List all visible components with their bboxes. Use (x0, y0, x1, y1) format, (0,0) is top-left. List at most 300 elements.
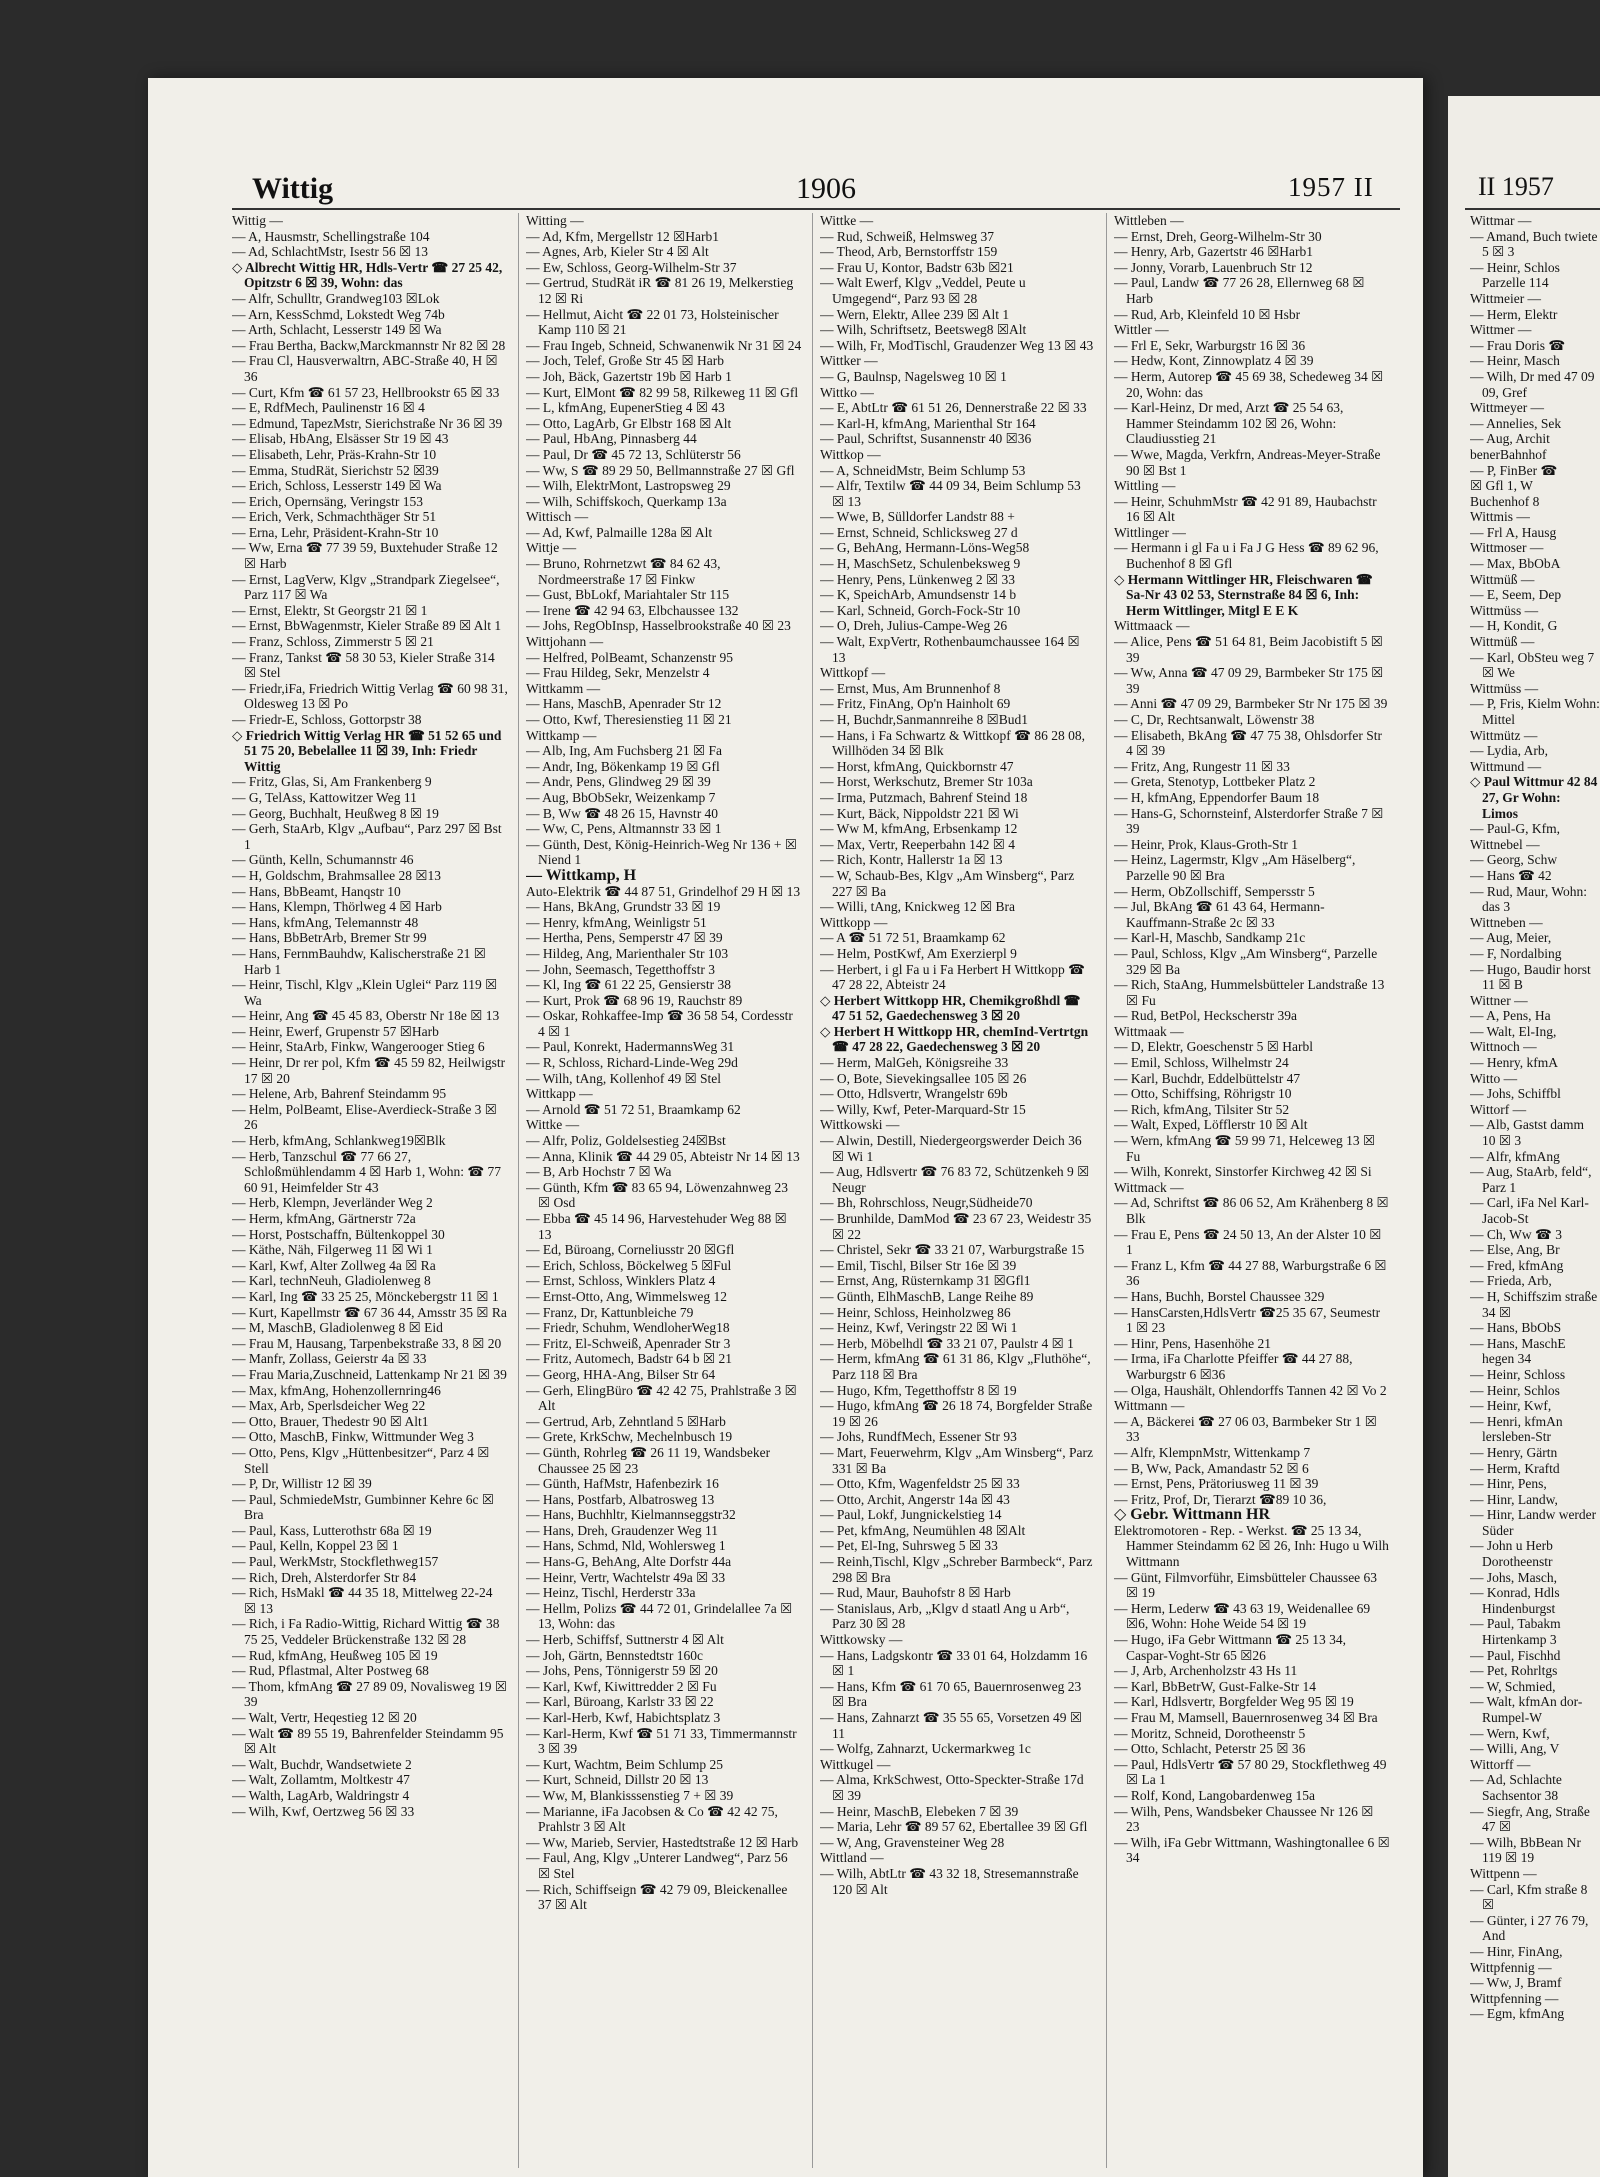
directory-entry: — Emil, Schloss, Wilhelmstr 24 (1114, 1055, 1289, 1071)
directory-entry: — G, BehAng, Hermann-Löns-Weg58 (820, 540, 1030, 556)
directory-entry: — Pet, Rohrltgs (1470, 1663, 1558, 1679)
directory-entry: — Anni ☎ 47 09 29, Barmbeker Str Nr 175 ☒ 39 (1114, 696, 1388, 712)
directory-entry: — Herb, kfmAng, Schlankweg19☒Blk (232, 1133, 446, 1149)
directory-entry: — Oskar, Rohkaffee-Imp ☎ 36 58 54, Cordesstr 4 ☒ 1 (526, 1008, 793, 1039)
directory-entry: — Georg, Schw (1470, 852, 1558, 868)
directory-entry: — Hans, FernmBauhdw, Kalischerstraße 21 ☒ Harb 1 (232, 945, 486, 977)
directory-entry: — Olga, Haushält, Ohlendorffs Tannen 42 ☒ Vo 2 (1114, 1382, 1387, 1398)
directory-entry: — Johs, RegObInsp, Hasselbrookstraße 40 ☒ 23 (526, 618, 791, 634)
directory-entry: — Franz, Schloss, Zimmerstr 5 ☒ 21 (232, 634, 434, 650)
directory-entry: — Thom, kfmAng ☎ 27 89 09, Novalisweg 19 ☒ 39 (232, 1678, 508, 1710)
directory-entry: — Hans, MaschE hegen 34 (1470, 1335, 1566, 1367)
directory-entry: — Johs, Schiffbl (1470, 1086, 1561, 1102)
directory-entry: — Karl-H, kfmAng, Marienthal Str 164 (820, 415, 1036, 431)
directory-entry: — Rich, i Fa Radio-Wittig, Richard Wittig ☎ 38 75 25, Veddeler Brückenstraße 132 ☒ 28 (232, 1616, 500, 1648)
directory-entry: Wittker — (820, 353, 878, 369)
directory-entry: — Irma, Putzmach, Bahrenf Steind 18 (820, 789, 1028, 805)
directory-entry: — Rud, kfmAng, Heußweg 105 ☒ 19 (232, 1647, 438, 1663)
directory-entry: — Helfred, PolBeamt, Schanzenstr 95 (526, 649, 733, 665)
directory-entry: — Karl-Herb, Kwf, Habichtsplatz 3 (526, 1710, 721, 1725)
directory-entry: — Stanislaus, Arb, „Klgv d staatl Ang u Arb“, Parz 30 ☒ 28 (820, 1600, 1070, 1632)
directory-entry: — Walt, Vertr, Heqestieg 12 ☒ 20 (232, 1710, 417, 1725)
directory-entry: — Rud, BetPol, Heckscherstr 39a (1114, 1008, 1297, 1024)
directory-entry: Wittkamp — (526, 727, 597, 743)
directory-entry: Wittmüss — (1470, 602, 1539, 618)
directory-entry: — Friedr, Schuhm, WendloherWeg18 (526, 1320, 730, 1336)
directory-entry: — Horst, Postschaffn, Bültenkoppel 30 (232, 1226, 445, 1242)
directory-entry: — Heinr, Tischl, Klgv „Klein Uglei“ Parz 119 ☒ Wa (232, 977, 498, 1008)
directory-entry: — Herm, kfmAng, Gärtnerstr 72a (232, 1211, 416, 1226)
directory-entry: — Erich, Verk, Schmachthäger Str 51 (232, 509, 437, 525)
directory-entry: — Hans, MaschB, Apenrader Str 12 (526, 696, 722, 712)
directory-entry: — Karl, Buchdr, Eddelbüttelstr 47 (1114, 1070, 1301, 1086)
directory-entry: — Hans, BbBetrArb, Bremer Str 99 (232, 930, 427, 946)
directory-entry: — Karl, Kwf, Alter Zollweg 4a ☒ Ra (232, 1257, 436, 1273)
directory-entry: Wittmütz — (1470, 727, 1538, 743)
directory-entry: — Hellmut, Aicht ☎ 22 01 73, Holsteinischer Kamp 110 ☒ 21 (526, 306, 779, 338)
directory-entry: — Hinr, Pens, Hasenhöhe 21 (1114, 1335, 1271, 1351)
directory-entry: — Paul, Schriftst, Susannenstr 40 ☒36 (820, 431, 1032, 447)
directory-entry: — Fritz, El-Schweiß, Apenrader Str 3 (526, 1335, 731, 1351)
directory-entry: — Kurt, Schneid, Dillstr 20 ☒ 13 (526, 1772, 709, 1788)
directory-entry: — Max, kfmAng, Hohenzollernring46 (232, 1382, 441, 1398)
directory-entry: — Karl-Herm, Kwf ☎ 51 71 33, Timmermannstr 3 ☒ 39 (526, 1725, 797, 1757)
directory-entry: — Else, Ang, Br (1470, 1242, 1560, 1258)
directory-entry: — Aug, Meier, (1470, 930, 1552, 946)
directory-entry: — Frau Cl, Hausverwaltrn, ABC-Straße 40, H ☒ 36 (232, 353, 498, 384)
directory-entry: — Erna, Lehr, Präsident-Krahn-Str 10 (232, 524, 439, 540)
directory-entry: Wittkopf — (820, 665, 886, 681)
directory-entry: — Egm, kfmAng (1470, 2006, 1565, 2022)
directory-entry: — Friedr,iFa, Friedrich Wittig Verlag ☎ 60 98 31, Oldesweg 13 ☒ Po (232, 680, 508, 712)
directory-entry: Wittisch — (526, 509, 589, 525)
directory-entry: — Kurt, Kapellmstr ☎ 67 36 44, Amsstr 35 ☒ Ra (232, 1304, 507, 1320)
directory-entry: ◇ Herbert Wittkopp HR, Chemikgroßhdl ☎ 47 51 52, Gaedechensweg 3 ☒ 20 (820, 992, 1081, 1024)
directory-entry: Wittleben — (1114, 213, 1184, 228)
directory-entry: — Konrad, Hdls Hindenburgst (1470, 1585, 1560, 1616)
directory-entry: — Paul, Landw ☎ 77 26 28, Ellernweg 68 ☒ Harb (1114, 275, 1365, 306)
directory-entry: — Hugo, iFa Gebr Wittmann ☎ 25 13 34, Caspar-Voght-Str 65 ☒26 (1114, 1632, 1347, 1663)
directory-entry: — Helene, Arb, Bahrenf Steindamm 95 (232, 1086, 447, 1102)
directory-entry: Wittmüß — (1470, 634, 1535, 650)
directory-entry: — Ew, Schloss, Georg-Wilhelm-Str 37 (526, 259, 737, 275)
directory-entry: — Walt Ewerf, Klgv „Veddel, Peute u Umgegend“, Parz 93 ☒ 28 (820, 275, 1026, 306)
directory-entry: — Karl, Schneid, Gorch-Fock-Str 10 (820, 602, 1021, 618)
directory-entry: — Ernst, Schloss, Winklers Platz 4 (526, 1273, 716, 1289)
directory-entry: Wittke — (526, 1117, 580, 1133)
directory-entry: — Hans, Postfarb, Albatrosweg 13 (526, 1491, 715, 1507)
directory-entry: — Wilh, AbtLtr ☎ 43 32 18, Stresemannstraße 120 ☒ Alt (820, 1865, 1079, 1897)
directory-entry: — Alma, KrkSchwest, Otto-Speckter-Straße 17d ☒ 39 (820, 1772, 1084, 1803)
directory-entry: Wittmaack — (1114, 618, 1190, 634)
directory-entry: — Herm, Elektr (1470, 306, 1558, 322)
directory-entry: — Ebba ☎ 45 14 96, Harvestehuder Weg 88 ☒ 13 (526, 1211, 787, 1242)
directory-entry: — Wilh, BbBean Nr 119 ☒ 19 (1470, 1834, 1581, 1866)
directory-entry: — Ad, Schlachte Sachsentor 38 (1470, 1772, 1562, 1803)
directory-entry: Wittling — (1114, 478, 1176, 494)
directory-entry: — Wilh, Fr, ModTischl, Graudenzer Weg 13 ☒ 43 (820, 337, 1094, 353)
directory-column-2 (526, 213, 802, 2168)
directory-entry: — Max, Vertr, Reeperbahn 142 ☒ 4 (820, 836, 1016, 852)
directory-entry: — Frau M, Mamsell, Bauernrosenweg 34 ☒ Bra (1114, 1710, 1378, 1725)
directory-entry: — Otto, Schiffsing, Röhrigstr 10 (1114, 1086, 1292, 1102)
directory-entry: — Henry, kfmA (1470, 1055, 1558, 1071)
directory-entry: ◇ Friedrich Wittig Verlag HR ☎ 51 52 65 und 51 75 20, Bebelallee 11 ☒ 39, Inh: Friedr Wittig (232, 727, 502, 774)
directory-entry: — Hans, Buchh, Borstel Chaussee 329 (1114, 1288, 1325, 1304)
directory-entry: — A, SchneidMstr, Beim Schlump 53 (820, 462, 1026, 478)
directory-entry: Wittmoser — (1470, 540, 1544, 556)
directory-entry: — A, Bäckerei ☎ 27 06 03, Barmbeker Str 1 ☒ 33 (1114, 1413, 1377, 1445)
directory-entry: — Günt, Filmvorführ, Eimsbütteler Chaussee 63 ☒ 19 (1114, 1569, 1378, 1601)
directory-entry: Wittland — (820, 1850, 884, 1866)
directory-entry: — Frau U, Kontor, Badstr 63b ☒21 (820, 259, 1014, 275)
directory-entry: — Ernst, LagVerw, Klgv „Strandpark Ziegelsee“, Parz 117 ☒ Wa (232, 571, 500, 603)
directory-entry: — Elisab, HbAng, Elsässer Str 19 ☒ 43 (232, 431, 449, 447)
directory-entry: — B, Ww, Pack, Amandastr 52 ☒ 6 (1114, 1460, 1309, 1476)
directory-entry: — Arth, Schlacht, Lesserstr 149 ☒ Wa (232, 322, 442, 338)
directory-entry: — Hans, Zahnarzt ☎ 35 55 65, Vorsetzen 49 ☒ 11 (820, 1710, 1082, 1741)
directory-entry: — John u Herb Dorotheenstr (1470, 1538, 1553, 1570)
directory-entry: — Wilh, Schiffskoch, Querkamp 13a (526, 493, 727, 509)
directory-entry: — Henry, Gärtn (1470, 1444, 1558, 1460)
directory-entry: — Rud, Pflastmal, Alter Postweg 68 (232, 1663, 429, 1679)
directory-entry: — Frau Doris ☎ (1470, 337, 1566, 353)
directory-entry: — Heinr, SchuhmMstr ☎ 42 91 89, Haubachstr 16 ☒ Alt (1114, 493, 1377, 525)
directory-entry: — Wilh, Schriftsetz, Beetsweg8 ☒Alt (820, 322, 1027, 338)
directory-entry: — Wilh, Dr med 47 09 09, Gref (1470, 368, 1595, 400)
directory-entry: — Heinr, Schlos Parzelle 114 (1470, 259, 1560, 291)
directory-entry: — Herm, Autorep ☎ 45 69 38, Schedeweg 34 ☒ 20, Wohn: das (1114, 368, 1384, 400)
directory-entry: — Grete, KrkSchw, Mechelnbusch 19 (526, 1429, 733, 1445)
directory-entry: — Herm, ObZollschiff, Sempersstr 5 (1114, 883, 1315, 899)
directory-entry: — Herm, MalGeh, Königsreihe 33 (820, 1055, 1009, 1071)
directory-entry: — Rich, Schiffseign ☎ 42 79 09, Bleickenallee 37 ☒ Alt (526, 1881, 788, 1913)
directory-entry: Wittkowsky — (820, 1632, 903, 1648)
directory-entry: — Heinr, MaschB, Elebeken 7 ☒ 39 (820, 1803, 1019, 1819)
directory-entry: — Horst, Werkschutz, Bremer Str 103a (820, 774, 1033, 790)
directory-entry: — Günth, Rohrleg ☎ 26 11 19, Wandsbeker Chaussee 25 ☒ 23 (526, 1444, 771, 1476)
directory-entry: — Heinr, Ewerf, Grupenstr 57 ☒Harb (232, 1023, 439, 1039)
directory-entry: — Moritz, Schneid, Dorotheenstr 5 (1114, 1725, 1306, 1741)
directory-entry: — Hans-G, Schornsteinf, Alsterdorfer Straße 7 ☒ 39 (1114, 805, 1384, 837)
directory-entry: Wittler — (1114, 322, 1169, 338)
directory-entry: Wittorf — (1470, 1101, 1527, 1117)
directory-entry: ◇ Gebr. Wittmann HR (1114, 1506, 1271, 1524)
directory-entry: — Agnes, Arb, Kieler Str 4 ☒ Alt (526, 244, 709, 260)
directory-entry: — Ernst, Elektr, St Georgstr 21 ☒ 1 (232, 602, 428, 618)
directory-entry: — Herb, Schiffsf, Suttnerstr 4 ☒ Alt (526, 1632, 724, 1648)
directory-entry: — Jul, BkAng ☎ 61 43 64, Hermann-Kauffmann-Straße 2c ☒ 33 (1114, 899, 1325, 930)
directory-entry: — Wilh, Konrekt, Sinstorfer Kirchweg 42 ☒ Si (1114, 1164, 1372, 1180)
directory-entry: — Frau Ingeb, Schneid, Schwanenwik Nr 31 ☒ 24 (526, 337, 802, 353)
directory-entry: Wittmann — (1114, 1398, 1185, 1414)
directory-entry: — Willi, Ang, V (1470, 1741, 1560, 1757)
directory-entry: ☒ Gfl 1, W (1470, 478, 1533, 494)
directory-entry: — Wittkamp, H (526, 866, 637, 884)
directory-entry: — Heinr, Prok, Klaus-Groth-Str 1 (1114, 836, 1298, 852)
directory-entry: Wittko — (820, 384, 874, 400)
directory-entry: Wittkapp — (526, 1086, 593, 1102)
directory-entry: — Wern, Elektr, Allee 239 ☒ Alt 1 (820, 306, 1010, 322)
directory-entry: — Ernst, Schneid, Schlicksweg 27 d (820, 524, 1018, 540)
directory-entry: Wittje — (526, 540, 577, 556)
directory-entry: — Ernst, Mus, Am Brunnenhof 8 (820, 680, 1001, 696)
directory-entry: — Friedr-E, Schloss, Gottorpstr 38 (232, 712, 422, 727)
directory-entry: Wittlinger — (1114, 524, 1186, 540)
directory-entry: — Hertha, Pens, Semperstr 47 ☒ 39 (526, 930, 723, 946)
column-divider (1106, 213, 1107, 2168)
directory-entry: — Hans, Dreh, Graudenzer Weg 11 (526, 1522, 718, 1538)
directory-entry: — Ww, M, Blankisssenstieg 7 + ☒ 39 (526, 1787, 734, 1803)
directory-entry: — Andr, Pens, Glindweg 29 ☒ 39 (526, 774, 711, 790)
directory-entry: — Karl, Ing ☎ 33 25 25, Mönckebergstr 11 ☒ 1 (232, 1288, 499, 1304)
directory-entry: — Walt, Exped, Löfflerstr 10 ☒ Alt (1114, 1117, 1308, 1133)
directory-entry: — Wilh, ElektrMont, Lastropsweg 29 (526, 478, 731, 494)
directory-entry: — Wern, Kwf, (1470, 1725, 1550, 1741)
directory-entry: — Frau Maria,Zuschneid, Lattenkamp Nr 21 ☒ 39 (232, 1366, 507, 1382)
directory-entry: — Aug, StaArb, feld“, Parz 1 (1470, 1164, 1592, 1195)
directory-entry: — H, Goldschm, Brahmsallee 28 ☒13 (232, 867, 441, 883)
directory-entry: — Ad, Kfm, Mergellstr 12 ☒Harb1 (526, 228, 719, 244)
directory-entry: — Hans ☎ 42 (1470, 867, 1552, 883)
directory-entry: — Elisabeth, Lehr, Präs-Krahn-Str 10 (232, 446, 437, 462)
directory-entry: — O, Dreh, Julius-Campe-Weg 26 (820, 618, 1008, 634)
directory-entry: — Willy, Kwf, Peter-Marquard-Str 15 (820, 1101, 1026, 1117)
directory-entry: — Ernst, Pens, Prätoriusweg 11 ☒ 39 (1114, 1476, 1319, 1492)
directory-entry: — A ☎ 51 72 51, Braamkamp 62 (820, 930, 1006, 946)
directory-entry: — Elisabeth, BkAng ☎ 47 75 38, Ohlsdorfer Str 4 ☒ 39 (1114, 727, 1383, 759)
directory-entry: — Frau Bertha, Backw,Marckmannstr Nr 82 ☒ 28 (232, 337, 506, 353)
directory-entry: — E, RdfMech, Paulinenstr 16 ☒ 4 (232, 400, 425, 416)
directory-entry: — Rich, Dreh, Alsterdorfer Str 84 (232, 1569, 417, 1585)
directory-entry: — Horst, kfmAng, Quickbornstr 47 (820, 758, 1014, 774)
directory-entry: — Kurt, Prok ☎ 68 96 19, Rauchstr 89 (526, 992, 743, 1008)
directory-entry: — Hans, Buchhltr, Kielmannseggstr32 (526, 1507, 736, 1523)
directory-entry: — Max, BbObA (1470, 556, 1561, 572)
directory-entry: ◇ Albrecht Wittig HR, Hdls-Vertr ☎ 27 25 42, Opitzstr 6 ☒ 39, Wohn: das (232, 259, 503, 291)
directory-entry: — Alfr, kfmAng (1470, 1148, 1560, 1164)
directory-entry: — M, MaschB, Gladiolenweg 8 ☒ Eid (232, 1320, 443, 1336)
directory-entry: — Edmund, TapezMstr, Sierichstraße Nr 36 ☒ 39 (232, 415, 503, 431)
directory-entry: — Herb, Möbelhdl ☎ 33 21 07, Paulstr 4 ☒ 1 (820, 1335, 1074, 1351)
directory-entry: — Frau Hildeg, Sekr, Menzelstr 4 (526, 665, 710, 681)
directory-entry: — Heinr, Schloss, Heinholzweg 86 (820, 1304, 1011, 1320)
directory-entry: — Otto, Kfm, Wagenfeldstr 25 ☒ 33 (820, 1476, 1020, 1492)
directory-entry: — Hans, BbBeamt, Hanqstr 10 (232, 883, 401, 899)
directory-entry: — P, Fris, Kielm Wohn: Mittel (1470, 696, 1600, 727)
directory-entry: — Alfr, Schulltr, Grandweg103 ☒Lok (232, 290, 440, 306)
directory-entry: — Rud, Maur, Bauhofstr 8 ☒ Harb (820, 1585, 1011, 1601)
directory-entry: Buchenhof 8 (1470, 493, 1540, 509)
directory-entry: — Amand, Buch twiete 5 ☒ 3 (1470, 228, 1598, 260)
directory-entry: — Heinr, Vertr, Wachtelstr 49a ☒ 33 (526, 1569, 726, 1585)
directory-entry: — Walth, LagArb, Waldringstr 4 (232, 1787, 410, 1803)
directory-entry: — Henry, Pens, Lünkenweg 2 ☒ 33 (820, 571, 1015, 587)
directory-entry: — Hugo, Baudir horst 11 ☒ B (1470, 961, 1591, 993)
directory-entry: Elektromotoren - Rep. - Werkst. ☎ 25 13 34, Hammer Steindamm 62 ☒ 26, Inh: Hugo u Wilh Wittmann (1114, 1522, 1389, 1570)
directory-entry: — Gerh, StaArb, Klgv „Aufbau“, Parz 297 ☒ Bst 1 (232, 821, 502, 852)
directory-entry: Wittnebel — (1470, 836, 1540, 852)
directory-entry: — H, Schiffszim straße 34 ☒ (1470, 1288, 1598, 1320)
directory-entry: — Hermann i gl Fa u i Fa J G Hess ☎ 89 62 96, Buchenhof 8 ☒ Gfl (1114, 540, 1379, 572)
directory-entry: benerBahnhof (1470, 446, 1547, 462)
directory-entry: — W, Schmied, (1470, 1678, 1556, 1694)
directory-entry: — Alice, Pens ☎ 51 64 81, Beim Jacobistift 5 ☒ 39 (1114, 634, 1383, 665)
directory-entry: — Otto, Schlacht, Peterstr 25 ☒ 36 (1114, 1741, 1306, 1757)
directory-entry: — Greta, Stenotyp, Lottbeker Platz 2 (1114, 774, 1316, 790)
directory-entry: — Ww M, kfmAng, Erbsenkamp 12 (820, 821, 1018, 837)
next-page-header-rule (1465, 208, 1600, 210)
directory-entry: — Manfr, Zollass, Geierstr 4a ☒ 33 (232, 1351, 427, 1367)
directory-column-4 (1114, 213, 1390, 2168)
directory-entry: — J, Arb, Archenholzstr 43 Hs 11 (1114, 1663, 1298, 1679)
directory-entry: — Heinr, Masch (1470, 353, 1560, 369)
directory-entry: Wittmüß — (1470, 571, 1535, 587)
directory-entry: Wittorff — (1470, 1756, 1531, 1772)
directory-entry: — Hans, BbObS (1470, 1320, 1562, 1336)
directory-entry: — Ww, S ☎ 89 29 50, Bellmannstraße 27 ☒ Gfl (526, 462, 795, 478)
directory-entry: — Karl, technNeuh, Gladiolenweg 8 (232, 1273, 431, 1289)
directory-entry: — C, Dr, Rechtsanwalt, Löwenstr 38 (1114, 712, 1315, 727)
directory-entry: — Franz L, Kfm ☎ 44 27 88, Warburgstraße 6 ☒ 36 (1114, 1257, 1387, 1289)
directory-entry: — Ch, Ww ☎ 3 (1470, 1226, 1562, 1242)
page-header-title: Wittig (252, 172, 334, 205)
directory-entry: — Walt ☎ 89 55 19, Bahrenfelder Steindamm 95 ☒ Alt (232, 1725, 504, 1757)
directory-entry: — Walt, Buchdr, Wandsetwiete 2 (232, 1756, 412, 1772)
directory-entry: — Fritz, Automech, Badstr 64 b ☒ 21 (526, 1351, 732, 1367)
directory-column-3 (820, 213, 1096, 2168)
directory-entry: — Karl, Hdlsvertr, Borgfelder Weg 95 ☒ 19 (1114, 1694, 1354, 1710)
directory-entry: Witting — (526, 213, 584, 228)
directory-entry: — Paul, Dr ☎ 45 72 13, Schlüterstr 56 (526, 446, 741, 462)
directory-entry: — Max, Arb, Sperlsdeicher Weg 22 (232, 1398, 426, 1414)
directory-entry: — Hinr, Landw werder Süder (1470, 1507, 1597, 1538)
directory-entry: — Willi, tAng, Knickweg 12 ☒ Bra (820, 899, 1016, 915)
directory-entry: — Herbert, i gl Fa u i Fa Herbert H Wittkopp ☎ 47 28 22, Abteistr 24 (820, 961, 1085, 993)
directory-entry: — Heinz, Kwf, Veringstr 22 ☒ Wi 1 (820, 1320, 1018, 1336)
directory-entry: — Ww, J, Bramf (1470, 1975, 1562, 1991)
directory-entry: — Wwe, Magda, Verkfrn, Andreas-Meyer-Straße 90 ☒ Bst 1 (1114, 446, 1381, 478)
directory-entry: — Wern, kfmAng ☎ 59 99 71, Helceweg 13 ☒ Fu (1114, 1133, 1376, 1164)
directory-entry: — Andr, Ing, Bökenkamp 19 ☒ Gfl (526, 758, 720, 774)
page-header-right: 1957 II (1288, 172, 1374, 202)
directory-entry: — Karl-Heinz, Dr med, Arzt ☎ 25 54 63, Hammer Steindamm 102 ☒ 26, Wohn: Claudiusstieg 21 (1114, 400, 1344, 447)
directory-entry: Wittke — (820, 213, 874, 228)
directory-entry: — Gertrud, StudRät iR ☎ 81 26 19, Melkerstieg 12 ☒ Ri (526, 275, 794, 306)
directory-entry: — Maria, Lehr ☎ 89 57 62, Ebertallee 39 ☒ Gfl (820, 1819, 1088, 1835)
directory-entry: Wittkopp — (820, 914, 888, 930)
directory-entry: — Rich, StaAng, Hummelsbütteler Landstraße 13 ☒ Fu (1114, 977, 1385, 1008)
directory-entry: — Johs, Pens, Tönnigerstr 59 ☒ 20 (526, 1663, 718, 1679)
directory-entry: — Erich, Schloss, Lesserstr 149 ☒ Wa (232, 478, 442, 494)
directory-entry: — Karl, BbBetrW, Gust-Falke-Str 14 (1114, 1678, 1316, 1694)
directory-entry: — Johs, RundfMech, Essener Str 93 (820, 1429, 1017, 1445)
directory-entry: — Aug, Hdlsvertr ☎ 76 83 72, Schützenkeh 9 ☒ Neugr (820, 1164, 1090, 1195)
directory-entry: — Emma, StudRät, Sierichstr 52 ☒39 (232, 462, 439, 478)
directory-entry: — Walt, El-Ing, (1470, 1023, 1557, 1039)
directory-entry: — Hans, Klempn, Thörlweg 4 ☒ Harb (232, 899, 442, 915)
directory-entry: — Hugo, Kfm, Tegetthoffstr 8 ☒ 19 (820, 1382, 1017, 1398)
directory-entry: — Ww, Marieb, Servier, Hastedtstraße 12 ☒ Harb (526, 1834, 799, 1850)
directory-entry: — Joch, Telef, Große Str 45 ☒ Harb (526, 353, 724, 369)
directory-entry: — R, Schloss, Richard-Linde-Weg 29d (526, 1055, 738, 1071)
directory-entry: — Otto, Kwf, Theresienstieg 11 ☒ 21 (526, 712, 732, 727)
next-page-column (1470, 213, 1600, 2168)
directory-entry: — Walt, ExpVertr, Rothenbaumchaussee 164 ☒ 13 (820, 634, 1080, 665)
directory-entry: — Ed, Büroang, Corneliusstr 20 ☒Gfl (526, 1242, 735, 1258)
directory-entry: — H, MaschSetz, Schulenbeksweg 9 (820, 556, 1021, 572)
directory-entry: Wittmeier — (1470, 290, 1542, 306)
directory-entry: Wittmund — (1470, 758, 1542, 774)
directory-entry: — Heinr, Kwf, (1470, 1398, 1552, 1414)
directory-entry: — Fritz, Ang, Rungestr 11 ☒ 33 (1114, 758, 1290, 774)
directory-entry: — John, Seemasch, Tegetthoffstr 3 (526, 961, 716, 977)
directory-entry: — Paul, SchmiedeMstr, Gumbinner Kehre 6c ☒ Bra (232, 1491, 495, 1523)
directory-entry: — Günth, Kelln, Schumannstr 46 (232, 852, 414, 868)
directory-entry: — D, Elektr, Goeschenstr 5 ☒ Harbl (1114, 1039, 1314, 1055)
directory-entry: ◇ Herbert H Wittkopp HR, chemInd-Vertrtgn ☎ 47 28 22, Gaedechensweg 3 ☒ 20 (820, 1023, 1089, 1055)
directory-entry: — G, Baulnsp, Nagelsweg 10 ☒ 1 (820, 368, 1007, 384)
directory-entry: — Henri, kfmAn lersleben-Str (1470, 1413, 1563, 1445)
directory-entry: Wittmis — (1470, 509, 1530, 525)
directory-entry: — Franz, Dr, Kattunbleiche 79 (526, 1304, 694, 1320)
directory-entry: Wittkop — (820, 446, 881, 462)
directory-entry: — Irma, iFa Charlotte Pfeiffer ☎ 44 27 88, Warburgstr 6 ☒36 (1114, 1351, 1353, 1382)
directory-entry: — P, FinBer ☎ (1470, 462, 1558, 478)
directory-entry: — Heinr, Schlos (1470, 1382, 1560, 1398)
directory-entry: ◇ Paul Wittmur 42 84 27, Gr Wohn: Limos (1470, 774, 1598, 821)
directory-entry: — Karl, Kwf, Kiwittredder 2 ☒ Fu (526, 1678, 717, 1694)
directory-entry: — Paul, HbAng, Pinnasberg 44 (526, 431, 697, 447)
directory-entry: — Rich, Kontr, Hallerstr 1a ☒ 13 (820, 852, 1003, 868)
directory-entry: — Fred, kfmAng (1470, 1257, 1564, 1273)
directory-entry: — Theod, Arb, Bernstorffstr 159 (820, 244, 998, 260)
directory-entry: — K, SpeichArb, Amundsenstr 14 b (820, 587, 1017, 603)
directory-entry: — Ernst, Dreh, Georg-Wilhelm-Str 30 (1114, 228, 1322, 244)
directory-entry: — Marianne, iFa Jacobsen & Co ☎ 42 42 75, Prahlstr 3 ☒ Alt (526, 1803, 778, 1835)
directory-entry: — Helm, PostKwf, Am Exerzierpl 9 (820, 945, 1017, 961)
directory-entry: — Paul, Kass, Lutterothstr 68a ☒ 19 (232, 1522, 432, 1538)
directory-entry: Auto-Elektrik ☎ 44 87 51, Grindelhof 29 H ☒ 13 (526, 883, 801, 899)
directory-entry: Wittjohann — (526, 634, 604, 650)
directory-entry: — Otto, LagArb, Gr Elbstr 168 ☒ Alt (526, 415, 732, 431)
directory-entry: Wittner — (1470, 992, 1528, 1008)
directory-entry: — Annelies, Sek (1470, 415, 1562, 431)
directory-entry: — Frau M, Hausang, Tarpenbekstraße 33, 8 ☒ 20 (232, 1335, 502, 1351)
directory-entry: — Alfr, Poliz, Goldelsestieg 24☒Bst (526, 1133, 726, 1149)
directory-entry: — Hans, i Fa Schwartz & Wittkopf ☎ 86 28 08, Willhöden 34 ☒ Blk (820, 727, 1085, 759)
directory-entry: — Bh, Rohrschloss, Neugr,Südheide70 (820, 1195, 1033, 1211)
directory-entry: — Aug, BbObSekr, Weizenkamp 7 (526, 789, 716, 805)
directory-entry: — Johs, Masch, (1470, 1569, 1557, 1585)
directory-entry: — Carl, Kfm straße 8 ☒ (1470, 1881, 1588, 1913)
directory-entry: — Hugo, kfmAng ☎ 26 18 74, Borgfelder Straße 19 ☒ 26 (820, 1398, 1093, 1429)
directory-entry: — Otto, Hdlsvertr, Wrangelstr 69b (820, 1086, 1008, 1102)
directory-entry: — Rud, Schweiß, Helmsweg 37 (820, 228, 994, 244)
directory-entry: — Otto, Archit, Angerstr 14a ☒ 43 (820, 1491, 1010, 1507)
directory-entry: — Günth, HafMstr, Hafenbezirk 16 (526, 1476, 719, 1492)
directory-entry: — Kurt, ElMont ☎ 82 99 58, Rilkeweg 11 ☒ Gfl (526, 384, 799, 400)
directory-entry: — Carl, iFa Nel Karl-Jacob-St (1470, 1195, 1589, 1226)
page-number: 1906 (796, 172, 856, 205)
directory-entry: — Günth, ElhMaschB, Lange Reihe 89 (820, 1288, 1034, 1304)
directory-entry: — Brunhilde, DamMod ☎ 23 67 23, Weidestr 35 ☒ 22 (820, 1211, 1092, 1242)
directory-entry: — Bruno, Rohrnetzwt ☎ 84 62 43, Nordmeerstraße 17 ☒ Finkw (526, 556, 721, 587)
directory-entry: — Frau E, Pens ☎ 24 50 13, An der Alster 10 ☒ 1 (1114, 1226, 1382, 1258)
directory-entry: — Kl, Ing ☎ 61 22 25, Gensierstr 38 (526, 977, 732, 993)
directory-entry: — Hans, BkAng, Grundstr 33 ☒ 19 (526, 899, 721, 915)
directory-entry: — Otto, Pens, Klgv „Hüttenbesitzer“, Parz 4 ☒ Stell (232, 1444, 490, 1476)
